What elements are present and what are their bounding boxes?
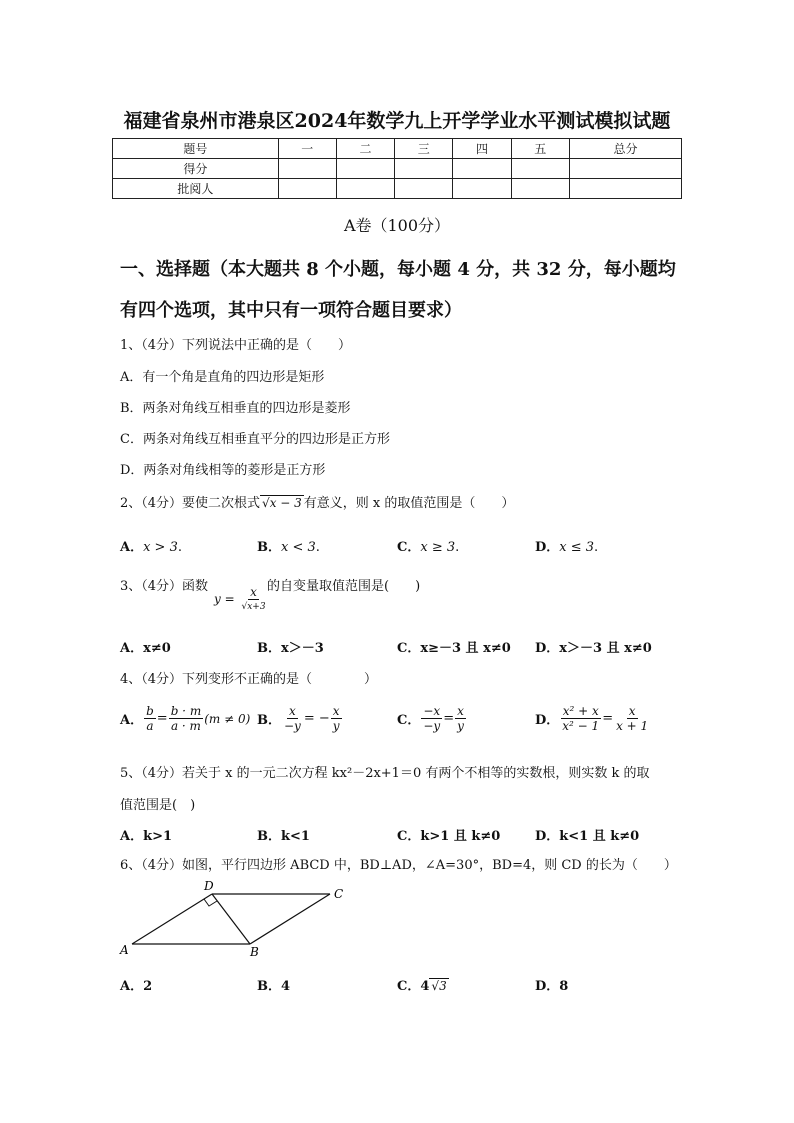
diagonal-bd (212, 894, 250, 944)
q2-option-a: A．x > 3. (120, 540, 182, 555)
q4-option-a: A． $\frac{b}{a}$ = $\frac{b \cdot m}{a \cdot m}$ (m ≠ 0) (120, 704, 251, 733)
score-cell (511, 159, 569, 179)
q2-radical: √x − 3 (262, 496, 302, 510)
score-cell (453, 179, 511, 199)
equals-sign: = (443, 711, 455, 726)
q6-option-b: B．4 (257, 979, 291, 994)
label-c: C (334, 887, 344, 901)
score-table (112, 138, 682, 199)
score-cell (395, 179, 453, 199)
q3-option-a: A．x≠0 (120, 641, 171, 656)
score-table-header-row (113, 139, 682, 159)
fraction (144, 704, 156, 733)
equals-sign: = (602, 711, 614, 726)
right-angle-mark (204, 899, 217, 906)
label-d: D (204, 879, 214, 893)
q2-option-letter: B． (257, 540, 281, 555)
q3-option-b: B．x＞－3 (257, 641, 324, 656)
fraction-den: x + 1 (616, 719, 649, 733)
score-cell (569, 179, 681, 199)
exam-title: 福建省泉州市港泉区2024年数学九上开学学业水平测试模拟试题 (123, 110, 671, 132)
q6-option-c (397, 975, 449, 994)
q6-option-c-radical: √3 (431, 979, 447, 993)
score-cell (336, 159, 394, 179)
q4-stem: 4、（4分）下列变形不正确的是（ ） (120, 672, 378, 687)
side-cb (250, 894, 330, 944)
q2-stem-post: 有意义，则 x 的取值范围是（ ） (303, 496, 515, 511)
q2-option-b: B．x < 3. (257, 540, 320, 555)
q3-stem-post: 的自变量取值范围是( ) (267, 579, 421, 594)
fraction-den: y (332, 719, 340, 733)
fraction-den: y (457, 719, 464, 733)
fraction-num: −x (423, 704, 441, 718)
q2-option-value: x ≥ 3 (420, 540, 456, 555)
q3-func-fraction (239, 585, 267, 614)
q4-option-letter: C． (397, 713, 421, 728)
fraction-num: b (146, 704, 154, 718)
fraction-den: −y (284, 719, 301, 733)
q2-stem-pre: 2、（4分）要使二次根式 (120, 496, 261, 511)
fraction (614, 704, 650, 733)
score-table-header: 四 (453, 139, 511, 159)
score-table-header: 五 (511, 139, 569, 159)
q5-stem-line2: 值范围是( ) (120, 798, 196, 813)
q3-func-den: √x+3 (241, 602, 266, 612)
q1-option-c: C．两条对角线互相垂直平分的四边形是正方形 (120, 432, 390, 447)
score-cell (569, 159, 681, 179)
q1-stem: 1、（4分）下列说法中正确的是（ ） (120, 338, 352, 353)
q4-a-condition: (m ≠ 0) (204, 711, 251, 726)
q4-option-d (535, 704, 651, 733)
part1-heading-line1: 一、选择题（本大题共 8 个小题，每小题 4 分，共 32 分，每小题均 (120, 259, 676, 280)
fraction (169, 704, 204, 733)
q6-option-c-label: C．4 (397, 979, 430, 994)
q5-stem-line1: 5、（4分）若关于 x 的一元二次方程 kx²－2x+1＝0 有两个不相等的实数根，则实数 k 的取 (120, 766, 650, 781)
fraction-num: x (457, 704, 464, 718)
q6-option-d: D．8 (535, 979, 569, 994)
q6-option-a: A．2 (120, 979, 153, 994)
q1-option-d: D．两条对角线相等的菱形是正方形 (120, 463, 326, 478)
fraction (455, 704, 466, 733)
q3-stem-pre: 3、（4分）函数 (120, 579, 209, 594)
q4-option-letter: D． (535, 713, 560, 728)
q3-func-num: x (250, 585, 257, 599)
fraction-den: a · m (170, 719, 201, 733)
q2-option-letter: A． (120, 540, 144, 555)
q2-option-c: C．x ≥ 3. (397, 540, 460, 555)
score-cell (511, 179, 569, 199)
score-table-header: 总分 (569, 139, 681, 159)
q2-option-d: D．x ≤ 3. (535, 540, 599, 555)
q6-option-c-radicand: 3 (439, 979, 447, 993)
side-ad (132, 894, 212, 944)
q2-option-value: x ≤ 3 (559, 540, 595, 555)
q3-option-d: D．x＞－3 且 x≠0 (535, 641, 652, 656)
q3-func-lhs: y = (214, 592, 235, 606)
fraction-num: x (628, 704, 636, 718)
fraction-num: x² + x (562, 704, 599, 718)
label-b: B (250, 945, 259, 959)
fraction-num: b · m (170, 704, 202, 718)
parallelogram-diagram (118, 878, 358, 964)
score-cell (395, 159, 453, 179)
fraction-den: a (146, 719, 154, 733)
q2-option-letter: C． (397, 540, 421, 555)
q4-option-b (257, 704, 343, 733)
score-table-header: 一 (278, 139, 336, 159)
score-cell (453, 159, 511, 179)
q1-option-b: B．两条对角线互相垂直的四边形是菱形 (120, 401, 351, 416)
score-table-header: 三 (395, 139, 453, 159)
q4-option-letter: A． (120, 713, 144, 728)
fraction (560, 704, 601, 733)
score-table-header: 题号 (113, 139, 279, 159)
q6-stem: 6、（4分）如图，平行四边形 ABCD 中，BD⊥AD，∠A=30°，BD=4，则 CD 的长为（ ） (120, 858, 677, 873)
score-table-row (113, 179, 682, 199)
q3-option-c: C．x≥－3 且 x≠0 (397, 641, 511, 656)
fraction-num: x (289, 704, 296, 718)
fraction (282, 704, 303, 733)
q2-option-letter: D． (535, 540, 560, 555)
fraction (331, 704, 342, 733)
q4-option-c (397, 704, 467, 733)
q5-option-c: C．k>1 且 k≠0 (397, 829, 501, 844)
score-cell (336, 179, 394, 199)
label-a: A (120, 943, 129, 957)
fraction-den: −y (423, 719, 441, 733)
q3-function (214, 585, 269, 614)
q2-option-value: x > 3 (143, 540, 178, 555)
q5-option-a: A．k>1 (120, 829, 173, 844)
fraction-num: x (332, 704, 340, 718)
equals-sign: = − (303, 711, 330, 726)
section-a-heading: A卷（100分） (343, 216, 451, 235)
q2-radicand: x − 3 (269, 496, 302, 510)
score-row-label: 得分 (113, 159, 279, 179)
q4-option-letter: B． (257, 713, 281, 728)
q2-option-value: x < 3 (281, 540, 316, 555)
score-table-row (113, 159, 682, 179)
q5-option-d: D．k<1 且 k≠0 (535, 829, 640, 844)
score-table-header: 二 (336, 139, 394, 159)
fraction-den: x² − 1 (562, 719, 600, 733)
fraction (421, 704, 442, 733)
q1-option-a: A．有一个角是直角的四边形是矩形 (120, 370, 325, 385)
score-row-label: 批阅人 (113, 179, 279, 199)
score-cell (278, 179, 336, 199)
part1-heading-line2: 有四个选项，其中只有一项符合题目要求） (120, 300, 462, 321)
q2-stem (120, 492, 514, 511)
q5-option-b: B．k<1 (257, 829, 310, 844)
score-cell (278, 159, 336, 179)
